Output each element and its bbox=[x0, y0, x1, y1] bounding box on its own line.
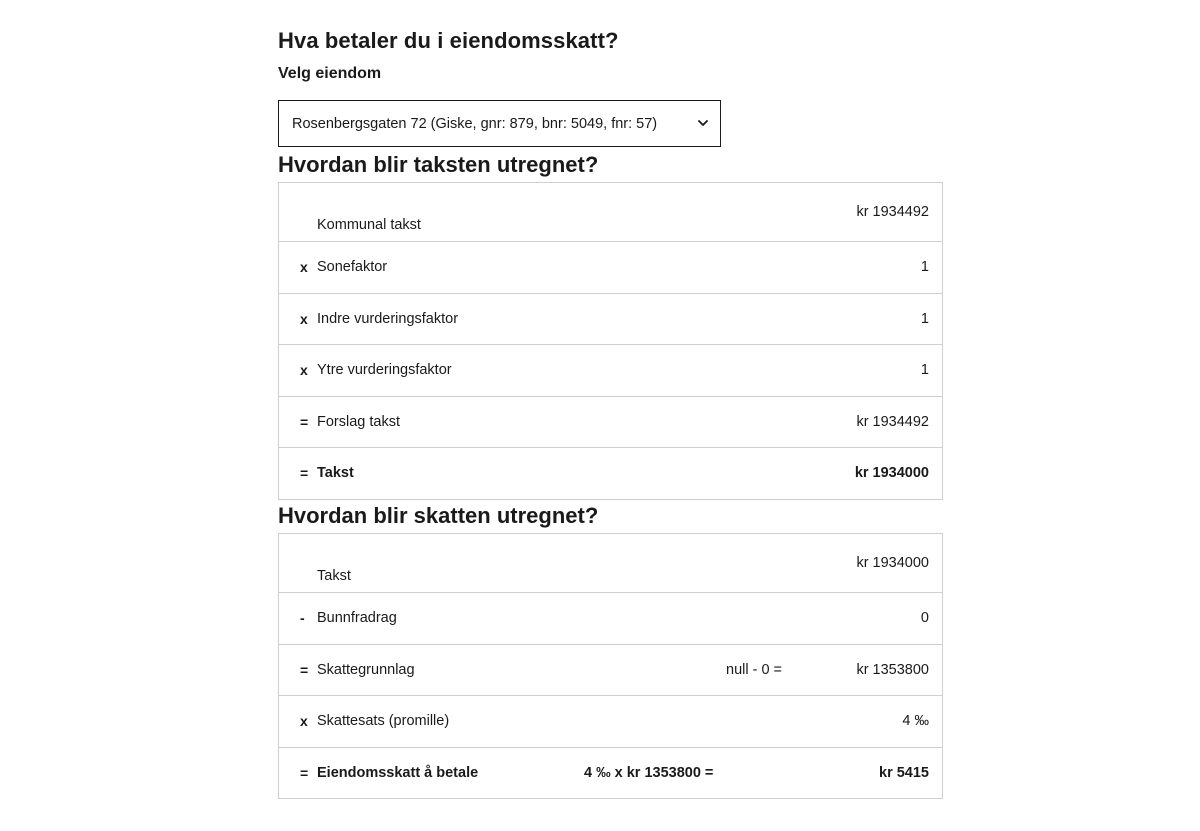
row-label: Skattegrunnlag bbox=[317, 661, 415, 678]
row-value: 1 bbox=[920, 362, 929, 379]
valuation-row-takst-total bbox=[279, 447, 942, 499]
row-value: kr 5415 bbox=[879, 764, 929, 781]
row-operator: x bbox=[300, 713, 308, 730]
row-value: 4 ‰ bbox=[902, 713, 929, 730]
row-operator: - bbox=[300, 610, 305, 627]
valuation-section-title: Hvordan blir taksten utregnet? bbox=[278, 152, 599, 177]
row-value: 1 bbox=[920, 310, 929, 327]
page-title: Hva betaler du i eiendomsskatt? bbox=[278, 28, 619, 53]
row-label: Skattesats (promille) bbox=[317, 713, 450, 730]
tax-table bbox=[278, 533, 943, 799]
row-formula: null - 0 = bbox=[726, 661, 783, 678]
row-value: kr 1934492 bbox=[856, 413, 929, 430]
row-value: kr 1934000 bbox=[856, 555, 929, 571]
row-formula: 4 ‰ x kr 1353800 = bbox=[584, 764, 714, 781]
valuation-row-indre-vurderingsfaktor bbox=[279, 293, 942, 345]
tax-row-skattegrunnlag bbox=[279, 644, 942, 696]
row-value: 0 bbox=[920, 610, 929, 627]
row-label: Takst bbox=[317, 465, 354, 482]
row-label: Sonefaktor bbox=[317, 259, 388, 276]
row-operator: = bbox=[300, 413, 309, 430]
row-operator: = bbox=[300, 764, 309, 781]
property-select[interactable] bbox=[278, 100, 721, 147]
valuation-row-ytre-vurderingsfaktor bbox=[279, 344, 942, 396]
property-select-label: Velg eiendom bbox=[278, 65, 382, 82]
row-operator: = bbox=[300, 465, 309, 482]
tax-row-eiendomsskatt bbox=[279, 747, 942, 799]
row-value: kr 1934492 bbox=[856, 204, 929, 220]
row-value: kr 1934000 bbox=[854, 465, 929, 482]
row-label: Bunnfradrag bbox=[317, 610, 397, 627]
tax-row-skattesats bbox=[279, 695, 942, 747]
valuation-table bbox=[278, 182, 943, 500]
row-operator: x bbox=[300, 310, 308, 327]
row-label: Kommunal takst bbox=[317, 217, 421, 233]
row-operator: x bbox=[300, 259, 308, 276]
row-label: Takst bbox=[317, 568, 351, 584]
row-value: kr 1353800 bbox=[856, 661, 929, 678]
property-select-value: Rosenbergsgaten 72 (Giske, gnr: 879, bnr: 5049, fnr: 57) bbox=[292, 115, 658, 132]
row-operator: x bbox=[300, 362, 308, 379]
row-label: Ytre vurderingsfaktor bbox=[317, 362, 452, 379]
tax-section-title: Hvordan blir skatten utregnet? bbox=[278, 503, 599, 528]
row-value: 1 bbox=[920, 259, 929, 276]
tax-row-bunnfradrag bbox=[279, 592, 942, 644]
row-label: Forslag takst bbox=[317, 413, 400, 430]
valuation-row-sonefaktor bbox=[279, 241, 942, 293]
row-label: Eiendomsskatt å betale bbox=[317, 764, 479, 781]
valuation-row-kommunal-takst bbox=[279, 183, 942, 241]
row-label: Indre vurderingsfaktor bbox=[317, 310, 459, 327]
valuation-row-forslag-takst bbox=[279, 396, 942, 448]
chevron-down-icon bbox=[696, 117, 710, 131]
row-operator: = bbox=[300, 661, 309, 678]
tax-row-takst bbox=[279, 534, 942, 592]
